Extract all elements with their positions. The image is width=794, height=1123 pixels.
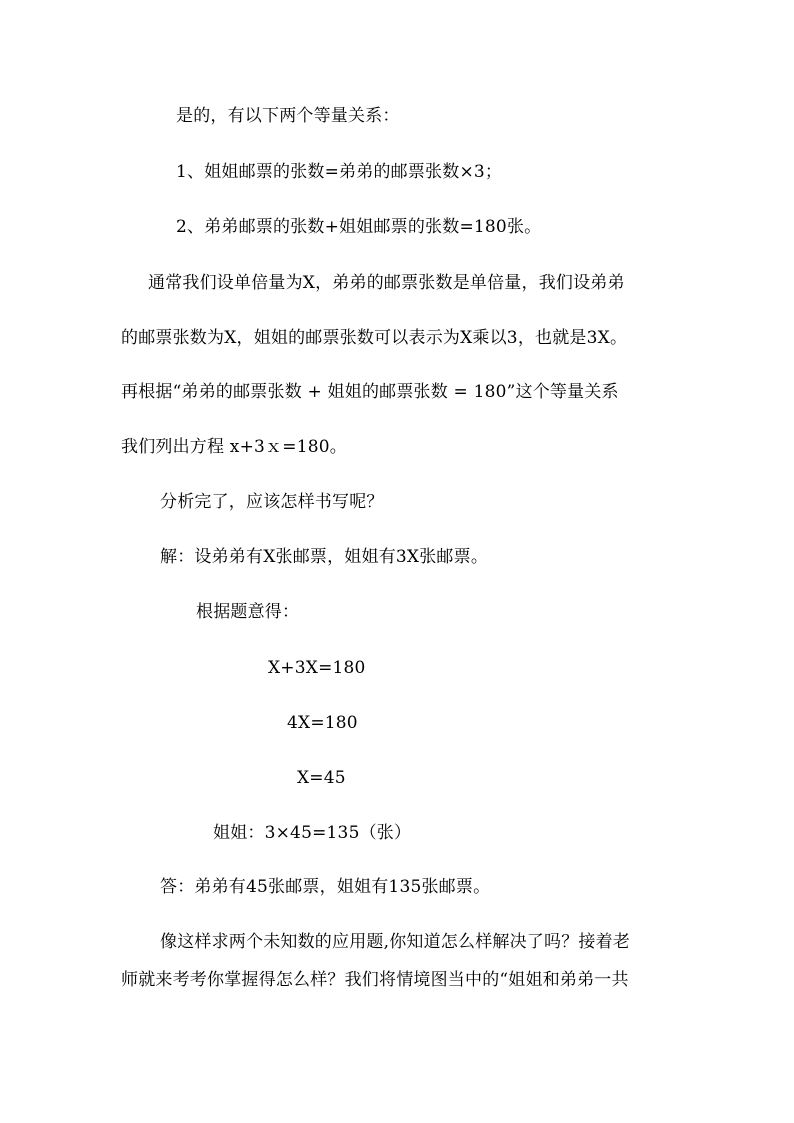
equation-1: X+3X=180 — [268, 658, 366, 678]
sister-calculation: 姐姐：3×45=135（张） — [213, 823, 412, 843]
solution-setup: 解：设弟弟有X张邮票，姐姐有3X张邮票。 — [160, 547, 489, 567]
paragraph-line-1: 通常我们设单倍量为X，弟弟的邮票张数是单倍量，我们设弟弟 — [148, 273, 625, 293]
equation-3: X=45 — [297, 768, 346, 788]
answer-line: 答：弟弟有45张邮票，姐姐有135张邮票。 — [160, 877, 491, 897]
relation-intro: 是的，有以下两个等量关系： — [176, 106, 400, 126]
closing-line-1: 像这样求两个未知数的应用题,你知道怎么样解决了吗？接着老 — [160, 932, 631, 952]
paragraph-line-2: 的邮票张数为X，姐姐的邮票张数可以表示为X乘以3，也就是3X。 — [121, 328, 628, 348]
analysis-question: 分析完了，应该怎样书写呢？ — [160, 492, 384, 512]
relation-1: 1、姐姐邮票的张数=弟弟的邮票张数×3； — [176, 162, 503, 182]
paragraph-line-3: 再根据“弟弟的邮票张数 + 姐姐的邮票张数 = 180”这个等量关系 — [121, 382, 619, 402]
closing-line-2: 师就来考考你掌握得怎么样？我们将情境图当中的“姐姐和弟弟一共 — [121, 970, 629, 990]
equation-2: 4X=180 — [287, 713, 358, 733]
paragraph-line-4: 我们列出方程 x+3ｘ=180。 — [121, 437, 347, 457]
relation-2: 2、弟弟邮票的张数+姐姐邮票的张数=180张。 — [176, 217, 542, 237]
solution-basis: 根据题意得： — [196, 602, 300, 622]
